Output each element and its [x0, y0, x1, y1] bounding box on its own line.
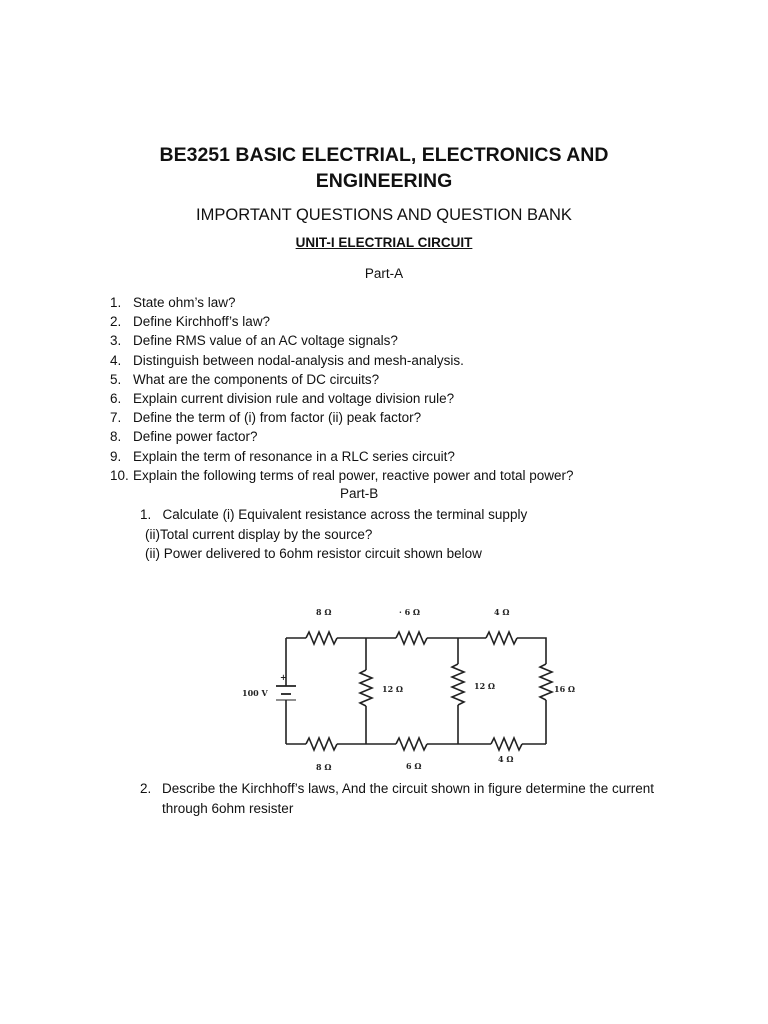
title-line-2: ENGINEERING: [315, 170, 453, 192]
title-line-1: BE3251 BASIC ELECTRIAL, ELECTRONICS AND: [159, 144, 609, 166]
label-right-r: 16 Ω: [554, 684, 576, 694]
label-plus: +: [280, 672, 287, 682]
label-mid-r1: 12 Ω: [382, 684, 404, 694]
part-a-question-list: [110, 293, 710, 485]
part-b-heading: Part-B: [340, 486, 379, 501]
question-item: [110, 331, 710, 350]
label-bottom-r3: 4 Ω: [498, 754, 514, 764]
battery-icon: [276, 686, 296, 700]
question-number: 2.: [140, 781, 152, 796]
label-source: 100 V: [242, 688, 268, 698]
question-text: Define Kirchhoff’s law?: [133, 314, 271, 330]
question-text: Explain current division rule and voltage division rule?: [133, 390, 455, 406]
question-number: 10.: [110, 467, 129, 483]
part-b-question-2: [140, 779, 700, 818]
question-item: [110, 293, 710, 312]
label-mid-r2: 12 Ω: [474, 681, 496, 691]
document-subtitle: IMPORTANT QUESTIONS AND QUESTION BANK: [196, 206, 572, 224]
question-item: [110, 351, 710, 370]
question-number: 4.: [110, 352, 122, 368]
question-number: 1.: [140, 507, 152, 522]
part-b-q1-line-2: (ii)Total current display by the source?: [145, 526, 373, 542]
question-number: 1.: [110, 295, 122, 310]
label-top-r2: · 6 Ω: [399, 607, 421, 617]
unit-heading: [60, 235, 708, 250]
document-title: [60, 142, 708, 194]
question-item: [110, 466, 710, 485]
part-a-heading: Part-A: [364, 266, 404, 281]
question-text: State ohm’s law?: [133, 295, 236, 310]
question-item: [110, 370, 710, 389]
unit-heading-text: UNIT-I ELECTRIAL CIRCUIT: [295, 235, 473, 250]
question-text: Explain the term of resonance in a RLC series circuit?: [133, 448, 455, 464]
circuit-wires: [286, 632, 552, 750]
question-text: Define RMS value of an AC voltage signals?: [133, 333, 398, 349]
question-item: [110, 447, 710, 466]
label-top-r1: 8 Ω: [316, 607, 332, 617]
question-text: Define power factor?: [133, 429, 258, 445]
question-number: 9.: [110, 448, 122, 464]
question-number: 8.: [110, 429, 122, 445]
question-text: Define the term of (i) from factor (ii) peak factor?: [133, 410, 422, 426]
question-text: Describe the Kirchhoff’s laws, And the circuit shown in figure determine the current through 6ohm resister: [162, 781, 654, 816]
question-number: 3.: [110, 333, 122, 349]
question-text: Calculate (i) Equivalent resistance across the terminal supply: [162, 507, 528, 522]
question-item: [110, 408, 710, 427]
question-item: [110, 389, 710, 408]
part-b-question-1: [140, 505, 527, 564]
part-b-q1-line-1: [140, 505, 527, 525]
circuit-diagram: [236, 592, 576, 772]
label-bottom-r1: 8 Ω: [316, 762, 332, 772]
question-text: Explain the following terms of real power, reactive power and total power?: [133, 467, 574, 483]
question-number: 6.: [110, 390, 122, 406]
label-top-r3: 4 Ω: [494, 607, 510, 617]
question-number: 2.: [110, 314, 122, 330]
part-b-q1-line-3: (ii) Power delivered to 6ohm resistor circuit shown below: [145, 546, 482, 561]
label-bottom-r2: 6 Ω: [406, 761, 422, 771]
question-number: 5.: [110, 371, 122, 387]
question-item: [110, 312, 710, 331]
question-item: [110, 427, 710, 446]
question-text: Distinguish between nodal-analysis and mesh-analysis.: [133, 352, 464, 368]
question-number: 7.: [110, 410, 122, 426]
question-text: What are the components of DC circuits?: [133, 371, 380, 387]
